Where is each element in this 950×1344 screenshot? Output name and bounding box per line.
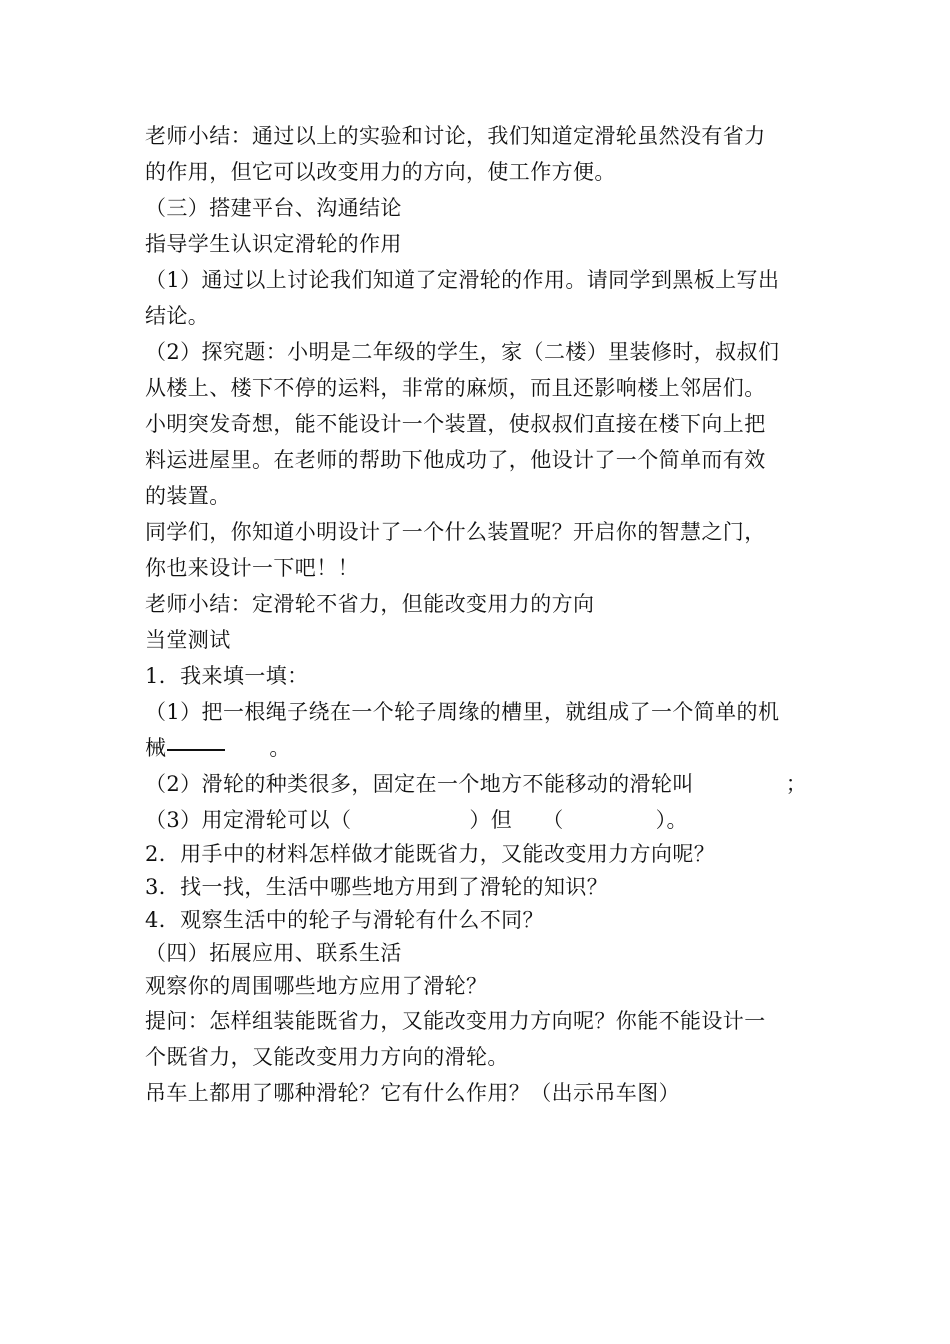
question-text: ）但 xyxy=(469,808,513,832)
question-text: （ xyxy=(542,808,564,832)
question-text: （2）滑轮的种类很多，固定在一个地方不能移动的滑轮叫 xyxy=(145,772,694,796)
question-line: 3．找一找，生活中哪些地方用到了滑轮的知识？ xyxy=(145,875,609,899)
dash-rule xyxy=(167,749,225,751)
question-text: ）。 xyxy=(655,808,688,832)
paragraph-line: 个既省力，又能改变用力方向的滑轮。 xyxy=(145,1045,509,1069)
question-line: （1）把一根绳子绕在一个轮子周缘的槽里，就组成了一个简单的机 xyxy=(145,700,780,724)
paragraph-line: 从楼上、楼下不停的运料，非常的麻烦，而且还影响楼上邻居们。 xyxy=(145,376,766,400)
question-text: 械 xyxy=(145,736,167,760)
paragraph-line: 结论。 xyxy=(145,304,210,328)
question-line: 2．用手中的材料怎样做才能既省力，又能改变用力方向呢？ xyxy=(145,842,716,866)
paragraph-line: 料运进屋里。在老师的帮助下他成功了，他设计了一个简单而有效 xyxy=(145,448,766,472)
paragraph-line: 同学们，你知道小明设计了一个什么装置呢？开启你的智慧之门， xyxy=(145,520,766,544)
paragraph-line: 的装置。 xyxy=(145,484,231,508)
paragraph-line: （1）通过以上讨论我们知道了定滑轮的作用。请同学到黑板上写出 xyxy=(145,268,780,292)
paragraph-line: 吊车上都用了哪种滑轮？它有什么作用？（出示吊车图） xyxy=(145,1081,680,1105)
question-text: （3）用定滑轮可以（ xyxy=(145,808,352,832)
paragraph-line: 指导学生认识定滑轮的作用 xyxy=(145,232,402,256)
section-heading: 当堂测试 xyxy=(145,628,231,652)
paragraph-line: 的作用，但它可以改变用力的方向，使工作方便。 xyxy=(145,160,616,184)
question-line-fill xyxy=(145,730,815,766)
section-heading: （四）拓展应用、联系生活 xyxy=(145,941,402,965)
document-body xyxy=(145,118,815,1111)
paragraph-line: 小明突发奇想，能不能设计一个装置，使叔叔们直接在楼下向上把 xyxy=(145,412,766,436)
paragraph-line: 你也来设计一下吧！！ xyxy=(145,556,359,580)
paragraph-line: （2）探究题：小明是二年级的学生，家（二楼）里装修时，叔叔们 xyxy=(145,340,780,364)
section-heading: （三）搭建平台、沟通结论 xyxy=(145,196,402,220)
question-text: 。 xyxy=(269,736,291,760)
question-heading: 1．我来填一填： xyxy=(145,664,309,688)
paragraph-line: 观察你的周围哪些地方应用了滑轮？ xyxy=(145,974,488,998)
paragraph-line: 老师小结：通过以上的实验和讨论，我们知道定滑轮虽然没有省力 xyxy=(145,124,766,148)
question-line-fill xyxy=(145,766,815,802)
question-line-fill xyxy=(145,802,815,838)
paragraph-line: 提问：怎样组装能既省力，又能改变用力方向呢？你能不能设计一 xyxy=(145,1009,766,1033)
paragraph-line: 老师小结：定滑轮不省力，但能改变用力的方向 xyxy=(145,592,595,616)
question-line: 4．观察生活中的轮子与滑轮有什么不同？ xyxy=(145,908,544,932)
question-text: ； xyxy=(785,772,808,796)
